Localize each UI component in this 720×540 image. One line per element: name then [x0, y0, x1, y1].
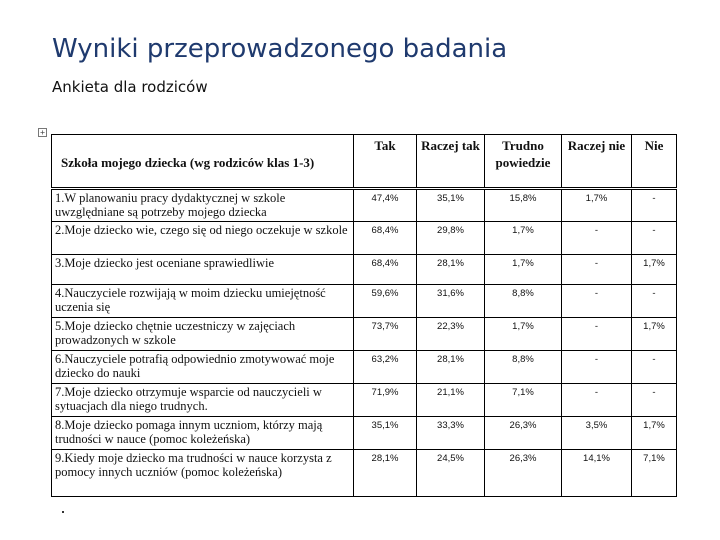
cell-nie: -: [632, 285, 677, 318]
row-question: 8.Moje dziecko pomaga innym uczniom, którzy mają trudności w nauce (pomoc koleżeńska): [52, 417, 354, 450]
cell-trudno: 15,8%: [485, 189, 562, 222]
header-raczej-tak: Raczej tak: [417, 135, 485, 189]
cell-nie: -: [632, 384, 677, 417]
cell-raczej-nie: -: [562, 285, 632, 318]
cell-raczej-nie: -: [562, 222, 632, 255]
cell-trudno: 1,7%: [485, 318, 562, 351]
header-question: Szkoła mojego dziecka (wg rodziców klas 1-3): [52, 135, 354, 189]
slide-title: Wyniki przeprowadzonego badania: [52, 34, 508, 64]
cell-raczej-tak: 24,5%: [417, 450, 485, 497]
cell-raczej-tak: 22,3%: [417, 318, 485, 351]
cell-raczej-nie: -: [562, 318, 632, 351]
cell-raczej-tak: 33,3%: [417, 417, 485, 450]
cell-nie: 1,7%: [632, 417, 677, 450]
table-row: [52, 384, 677, 417]
cell-raczej-tak: 31,6%: [417, 285, 485, 318]
table-row: [52, 255, 677, 285]
cell-raczej-tak: 29,8%: [417, 222, 485, 255]
cell-trudno: 26,3%: [485, 417, 562, 450]
cell-nie: 7,1%: [632, 450, 677, 497]
cell-tak: 35,1%: [354, 417, 417, 450]
table-row: [52, 318, 677, 351]
row-question: 6.Nauczyciele potrafią odpowiednio zmotywować moje dziecko do nauki: [52, 351, 354, 384]
row-question: 1.W planowaniu pracy dydaktycznej w szkole uwzględniane są potrzeby mojego dziecka: [52, 189, 354, 222]
cell-nie: 1,7%: [632, 255, 677, 285]
table-row: [52, 417, 677, 450]
table-row: [52, 351, 677, 384]
table-row: [52, 189, 677, 222]
cell-raczej-nie: -: [562, 255, 632, 285]
row-question: 3.Moje dziecko jest oceniane sprawiedliwie: [52, 255, 354, 285]
cell-raczej-nie: 1,7%: [562, 189, 632, 222]
cell-tak: 71,9%: [354, 384, 417, 417]
cell-tak: 47,4%: [354, 189, 417, 222]
cell-tak: 63,2%: [354, 351, 417, 384]
survey-results-table: [51, 134, 677, 497]
slide-subtitle: Ankieta dla rodziców: [52, 78, 208, 96]
table-move-handle-icon[interactable]: +: [38, 128, 47, 137]
cell-raczej-nie: 3,5%: [562, 417, 632, 450]
cell-trudno: 1,7%: [485, 255, 562, 285]
cell-raczej-tak: 28,1%: [417, 255, 485, 285]
bullet-marker: [62, 511, 64, 513]
header-raczej-nie: Raczej nie: [562, 135, 632, 189]
cell-nie: -: [632, 189, 677, 222]
cell-trudno: 26,3%: [485, 450, 562, 497]
table-row: [52, 285, 677, 318]
cell-raczej-nie: -: [562, 351, 632, 384]
cell-tak: 28,1%: [354, 450, 417, 497]
header-tak: Tak: [354, 135, 417, 189]
cell-nie: 1,7%: [632, 318, 677, 351]
table-row: [52, 222, 677, 255]
cell-raczej-tak: 21,1%: [417, 384, 485, 417]
cell-nie: -: [632, 222, 677, 255]
cell-trudno: 8,8%: [485, 285, 562, 318]
cell-tak: 68,4%: [354, 222, 417, 255]
row-question: 4.Nauczyciele rozwijają w moim dziecku umiejętność uczenia się: [52, 285, 354, 318]
header-trudno-powiedziec: Trudno powiedzie: [485, 135, 562, 189]
row-question: 7.Moje dziecko otrzymuje wsparcie od nauczycieli w sytuacjach dla niego trudnych.: [52, 384, 354, 417]
cell-nie: -: [632, 351, 677, 384]
cell-trudno: 1,7%: [485, 222, 562, 255]
header-nie: Nie: [632, 135, 677, 189]
cell-raczej-nie: 14,1%: [562, 450, 632, 497]
cell-raczej-tak: 28,1%: [417, 351, 485, 384]
cell-trudno: 7,1%: [485, 384, 562, 417]
row-question: 9.Kiedy moje dziecko ma trudności w nauce korzysta z pomocy innych uczniów (pomoc koleżeńska): [52, 450, 354, 497]
table-header-row: [52, 135, 677, 189]
table-row: [52, 450, 677, 497]
cell-raczej-nie: -: [562, 384, 632, 417]
cell-tak: 59,6%: [354, 285, 417, 318]
cell-raczej-tak: 35,1%: [417, 189, 485, 222]
row-question: 2.Moje dziecko wie, czego się od niego oczekuje w szkole: [52, 222, 354, 255]
row-question: 5.Moje dziecko chętnie uczestniczy w zajęciach prowadzonych w szkole: [52, 318, 354, 351]
cell-tak: 73,7%: [354, 318, 417, 351]
cell-trudno: 8,8%: [485, 351, 562, 384]
cell-tak: 68,4%: [354, 255, 417, 285]
